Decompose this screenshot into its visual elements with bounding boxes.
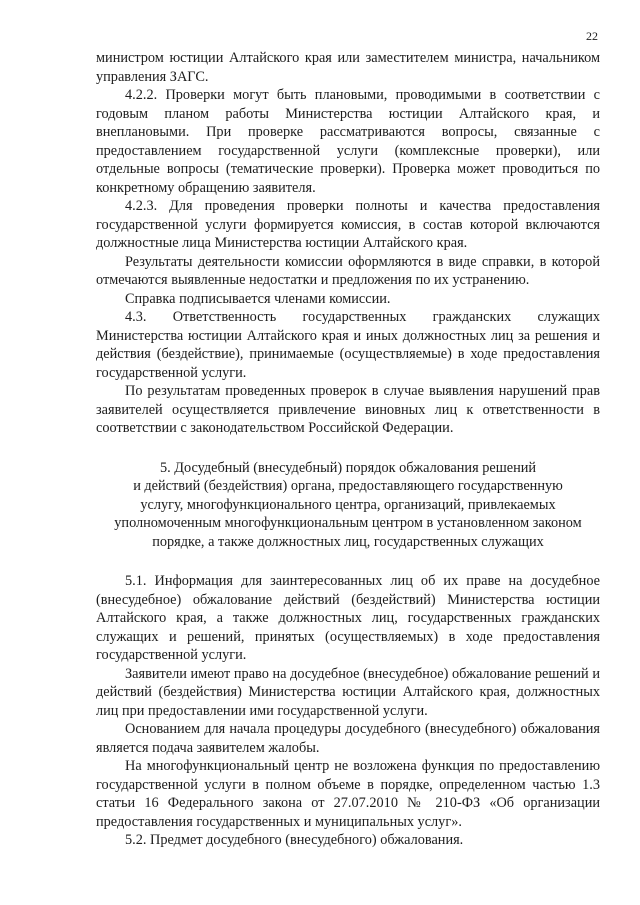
paragraph-commission-results: Результаты деятельности комиссии оформляются в виде справки, в которой отмечаются выявленные недостатки и предложения по их устранению. (96, 253, 600, 288)
section-5-heading (96, 459, 600, 552)
section-5-heading-line: порядке, а также должностных лиц, государственных служащих (152, 533, 544, 550)
paragraph-5-2: 5.2. Предмет досудебного (внесудебного) обжалования. (125, 832, 464, 848)
paragraph-4-2-2: 4.2.2. Проверки могут быть плановыми, проводимыми в соответствии с годовым планом работы Министерства юстиции Алтайского края, и внеплановыми. При проверке рассматриваются вопросы, связанные с предоставлением государственной услуги (комплексные проверки), или отдельные вопросы (тематические проверки). Проверка может проводиться по конкретному обращению заявителя. (96, 87, 600, 196)
section-5-heading-line: уполномоченным многофункциональным центром в установленном законом (114, 515, 582, 531)
paragraph-violations: По результатам проведенных проверок в случае выявления нарушений прав заявителей осуществляется привлечение виновных лиц к ответственности в соответствии с законодательством Российской Федерации. (96, 383, 600, 436)
paragraph-mfc: На многофункциональный центр не возложена функция по предоставлению государственной услуги в полном объеме в порядке, определенном частью 1.3 статьи 16 Федерального закона от 27.07.2010 № 210-ФЗ «Об организации предоставления государственных и муниципальных услуг». (96, 758, 600, 830)
paragraph-5-1: 5.1. Информация для заинтересованных лиц об их праве на досудебное (внесудебное) обжалование действий (бездействий) Министерства юстиции Алтайского края, а также должностных лиц, государственных гражданских служащих и решений, принятых (осуществляемых) в ходе предоставления государственной услуги. (96, 573, 600, 663)
paragraph-4-3: 4.3. Ответственность государственных гражданских служащих Министерства юстиции Алтайского края и иных должностных лиц за решения и действия (бездействие), принимаемые (осуществляемые) в ходе предоставления государственной услуги. (96, 309, 600, 381)
section-5-heading-line: 5. Досудебный (внесудебный) порядок обжалования решений (159, 459, 537, 476)
paragraph-grounds: Основанием для начала процедуры досудебного (внесудебного) обжалования является подача заявителем жалобы. (96, 721, 600, 756)
paragraph-ministry-continuation: министром юстиции Алтайского края или заместителем министра, начальником управления ЗАГС. (96, 50, 600, 85)
paragraph-4-2-3: 4.2.3. Для проведения проверки полноты и качества предоставления государственной услуги формируется комиссия, в состав которой включаются должностные лица Министерства юстиции Алтайского края. (96, 198, 600, 251)
paragraph-report-signed: Справка подписывается членами комиссии. (125, 290, 391, 307)
paragraph-right-to-appeal: Заявители имеют право на досудебное (внесудебное) обжалование решений и действий (бездействия) Министерства юстиции Алтайского края, должностных лиц при предоставлении ими государственной услуги. (96, 665, 600, 719)
page-number: 22 (586, 29, 598, 43)
document-body (96, 49, 600, 850)
section-5-heading-line: услугу, многофункционального центра, организаций, привлекаемых (140, 496, 556, 513)
section-5-heading-line: и действий (бездействия) органа, предоставляющего государственную (133, 478, 563, 494)
